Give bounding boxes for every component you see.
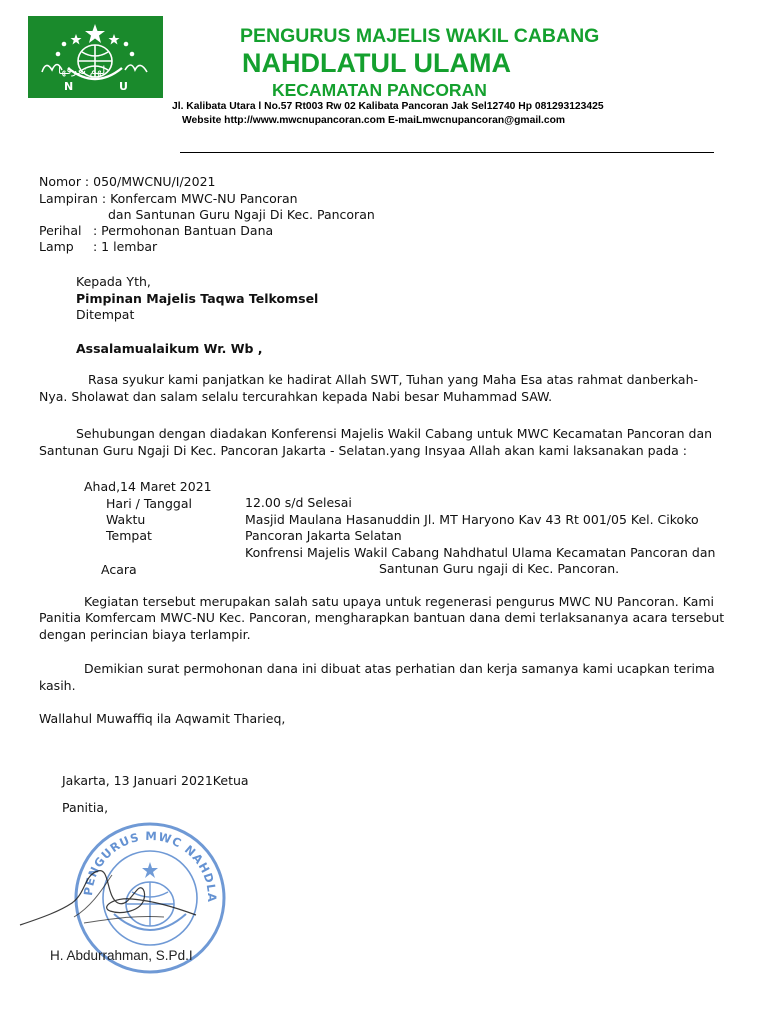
signer-name: H. Abdurrahman, S.Pd.I [50,948,193,963]
paragraph-3-line-1: Kegiatan tersebut merupakan salah satu upaya untuk regenerasi pengurus MWC NU Pancoran. Kami [84,594,715,609]
lampiran-field: Lampiran : Konfercam MWC-NU Pancoran [39,191,298,206]
signature-icon [14,845,214,935]
sign-role: Panitia, [62,800,109,815]
event-label-waktu: Waktu [106,512,146,527]
logo-letter-n: N [64,80,74,93]
recipient-place: Ditempat [76,307,135,322]
paragraph-3-line-2: Panitia Komfercam MWC-NU Kec. Pancoran, mengharapkan bantuan dana demi terlaksananya acara tersebut [39,610,725,625]
org-line-3: KECAMATAN PANCORAN [272,80,487,100]
event-name-line-1: Konfrensi Majelis Wakil Cabang Nahdhatul Ulama Kecamatan Pancoran dan [245,545,716,560]
event-label-acara: Acara [101,562,137,577]
stamp-text: PENGURUS MWC NAHDLA [80,828,220,903]
handwritten-signature [14,845,214,938]
sign-place-date: Jakarta, 13 Januari 2021Ketua [62,773,249,788]
lamp-label: Lamp [39,239,74,254]
event-label-hari: Hari / Tanggal [106,496,192,511]
org-line-2: NAHDLATUL ULAMA [242,48,511,78]
logo-arabic-text: لهم تعرفها [58,64,106,77]
event-place-line-1: Masjid Maulana Hasanuddin Jl. MT Haryono Kav 43 Rt 001/05 Kel. Cikoko [245,512,699,527]
recipient-greeting: Kepada Yth, [76,274,151,289]
event-label-tempat: Tempat [106,528,152,543]
paragraph-4-line-1: Demikian surat permohonan dana ini dibuat atas perhatian dan kerja samanya kami ucapkan terima [84,661,715,676]
paragraph-3-line-3: dengan perincian biaya terlampir. [39,627,251,642]
recipient-name: Pimpinan Majelis Taqwa Telkomsel [76,291,319,306]
event-name-line-2: Santunan Guru ngaji di Kec. Pancoran. [379,561,620,576]
header-divider [180,152,714,153]
paragraph-1-line-1: Rasa syukur kami panjatkan ke hadirat Allah SWT, Tuhan yang Maha Esa atas rahmat danberkah- [88,372,699,387]
paragraph-1-line-2: Nya. Sholawat dan salam selalu tercurahkan kepada Nabi besar Muhammad SAW. [39,389,553,404]
logo-letter-u: U [119,80,128,93]
event-place-line-2: Pancoran Jakarta Selatan [245,528,402,543]
org-website: Website http://www.mwcnupancoran.com E-maiLmwcnupancoran@gmail.com [182,115,566,126]
event-time: 12.00 s/d Selesai [245,495,352,510]
nomor-field: Nomor : 050/MWCNU/I/2021 [39,174,216,189]
paragraph-2-line-1: Sehubungan dengan diadakan Konferensi Majelis Wakil Cabang untuk MWC Kecamatan Pancoran dan [76,426,713,441]
nu-emblem-icon [28,16,163,98]
perihal-label: Perihal [39,223,82,238]
paragraph-2-line-2: Santunan Guru Ngaji Di Kec. Pancoran Jakarta - Selatan.yang Insyaa Allah akan kami laksanakan pada : [39,443,688,458]
paragraph-4-line-2: kasih. [39,678,76,693]
perihal-value: : Permohonan Bantuan Dana [93,223,274,238]
closing-line: Wallahul Muwaffiq ila Aqwamit Tharieq, [39,711,286,726]
org-line-1: PENGURUS MAJELIS WAKIL CABANG [240,25,600,47]
event-date: Ahad,14 Maret 2021 [84,479,212,494]
salutation: Assalamualaikum Wr. Wb , [76,341,263,356]
lamp-value: : 1 lembar [93,239,158,254]
lampiran-field-cont: dan Santunan Guru Ngaji Di Kec. Pancoran [108,207,375,222]
nu-logo [28,16,163,98]
org-address: Jl. Kalibata Utara l No.57 Rt003 Rw 02 Kalibata Pancoran Jak Sel12740 Hp 081293123425 [172,101,604,112]
